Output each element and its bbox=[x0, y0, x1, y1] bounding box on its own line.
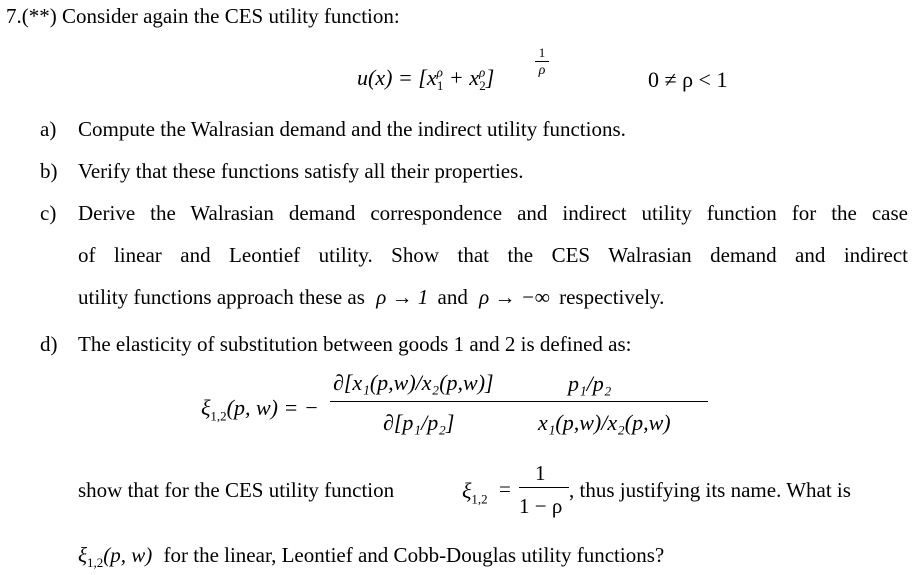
show-equals: = bbox=[499, 477, 511, 501]
utility-formula bbox=[357, 64, 495, 94]
exp-rho-2: ρ bbox=[478, 64, 486, 80]
part-a-text: Compute the Walrasian demand and the indirect utility functions. bbox=[78, 117, 626, 141]
part-c-line-1: Derive the Walrasian demand correspondence and indirect utility function for the case bbox=[78, 201, 908, 225]
rho-condition: 0 ≠ ρ < 1 bbox=[648, 67, 728, 92]
last-xi-sub: 1,2 bbox=[87, 555, 104, 571]
utility-plus: + x bbox=[443, 65, 479, 90]
show-xi bbox=[462, 478, 488, 507]
part-c-and: and bbox=[437, 285, 468, 309]
xi-symbol: ξ bbox=[201, 395, 211, 420]
show-frac-numerator: 1 bbox=[535, 461, 546, 485]
show-xi-sub: 1,2 bbox=[471, 491, 488, 507]
problem-header bbox=[6, 6, 400, 27]
show-text-before: show that for the CES utility function bbox=[78, 478, 395, 502]
part-c-label: c) bbox=[40, 201, 57, 225]
utility-lhs: u(x) = [x bbox=[357, 65, 437, 90]
elasticity-args: (p, w) = − bbox=[226, 395, 319, 420]
part-c-line-3-start: utility functions approach these as bbox=[78, 285, 365, 309]
part-c-line-2: of linear and Leontief utility. Show that the CES Walrasian demand and indirect bbox=[78, 243, 908, 267]
last-text: for the linear, Leontief and Cobb-Douglas utility functions? bbox=[163, 543, 665, 567]
last-xi: ξ bbox=[78, 543, 87, 567]
show-frac-bar bbox=[519, 487, 569, 488]
problem-intro: Consider again the CES utility function: bbox=[62, 4, 400, 28]
elasticity-lhs bbox=[201, 395, 319, 424]
exp-rho-1: ρ bbox=[436, 64, 443, 80]
frac1-numerator: ∂[x₁(p,w)/x₂(p,w)] bbox=[333, 370, 494, 395]
show-xi-symbol: ξ bbox=[462, 478, 472, 503]
part-a-label: a) bbox=[40, 117, 57, 141]
part-b-text: Verify that these functions satisfy all their properties. bbox=[78, 159, 524, 183]
last-line bbox=[78, 543, 665, 571]
show-frac-denominator: 1 − ρ bbox=[519, 494, 563, 518]
frac1-denominator: ∂[p₁/p₂] bbox=[383, 410, 455, 435]
sub-2: 2 bbox=[479, 78, 486, 94]
exponent-fraction bbox=[535, 46, 549, 78]
part-d-text: The elasticity of substitution between goods 1 and 2 is defined as: bbox=[78, 332, 632, 356]
frac2-denominator: x₁(p,w)/x₂(p,w) bbox=[538, 410, 671, 435]
show-text-after: , thus justifying its name. What is bbox=[569, 478, 851, 502]
exponent-numerator: 1 bbox=[538, 45, 546, 60]
part-c-respectively: respectively. bbox=[559, 285, 665, 309]
frac1-bar bbox=[330, 401, 536, 402]
xi-sub: 1,2 bbox=[210, 408, 227, 424]
limit-rho-neg-inf: ρ → −∞ bbox=[479, 285, 550, 309]
last-args: (p, w) bbox=[103, 543, 153, 567]
problem-number: 7.(**) bbox=[6, 4, 57, 28]
part-b-label: b) bbox=[40, 159, 58, 183]
frac2-bar-visible bbox=[536, 401, 708, 402]
limit-rho-1: ρ → 1 bbox=[376, 285, 429, 309]
sub-1: 1 bbox=[436, 78, 444, 94]
exponent-denominator: ρ bbox=[538, 63, 546, 78]
utility-close: ] bbox=[485, 65, 495, 90]
frac2-numerator: p₁/p₂ bbox=[568, 371, 612, 396]
part-c-line-3 bbox=[78, 287, 664, 308]
part-d-label: d) bbox=[40, 332, 58, 356]
